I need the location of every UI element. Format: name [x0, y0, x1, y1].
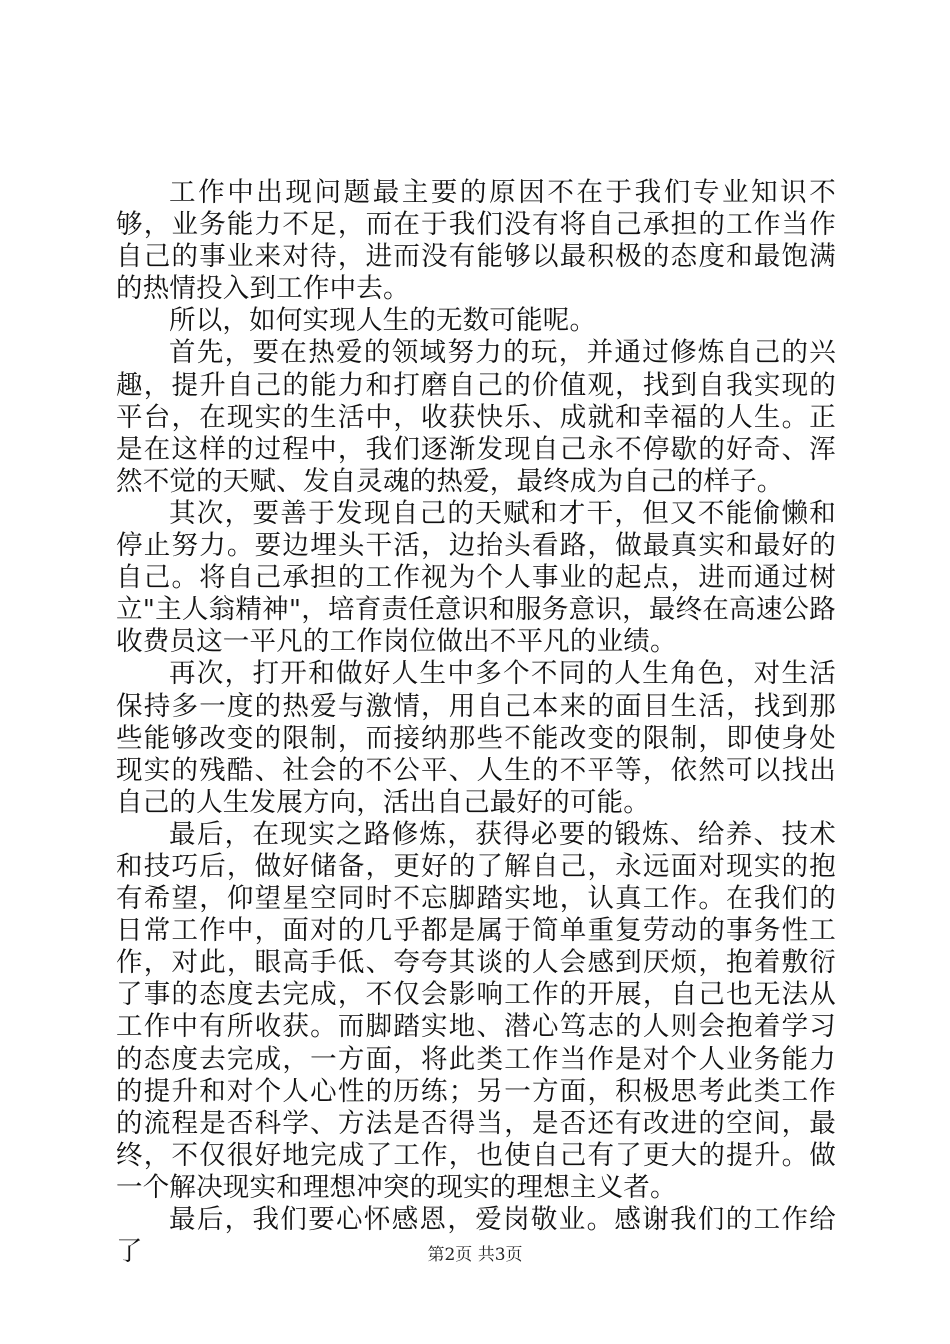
paragraph: 最后，在现实之路修炼，获得必要的锻炼、给养、技术和技巧后，做好储备，更好的了解自己，永远面对现实的抱有希望，仰望星空同时不忘脚踏实地，认真工作。在我们的日常工作中，面对的几乎都是属于简单重复劳动的事务性工作，对此，眼高手低、夸夸其谈的人会感到厌烦，抱着敷衍了事的态度去完成，不仅会影响工作的开展，自己也无法从工作中有所收获。而脚踏实地、潜心笃志的人则会抱着学习的态度去完成，一方面，将此类工作当作是对个人业务能力的提升和对个人心性的历练；另一方面，积极思考此类工作的流程是否科学、方法是否得当，是否还有改进的空间，最终，不仅很好地完成了工作，也使自己有了更大的提升。做一个解决现实和理想冲突的现实的理想主义者。: [116, 818, 836, 1203]
paragraph: 首先，要在热爱的领域努力的玩，并通过修炼自己的兴趣，提升自己的能力和打磨自己的价值观，找到自我实现的平台，在现实的生活中，收获快乐、成就和幸福的人生。正是在这样的过程中，我们逐渐发现自己永不停歇的好奇、浑然不觉的天赋、发自灵魂的热爱，最终成为自己的样子。: [116, 337, 836, 497]
document-body: [116, 177, 836, 1268]
paragraph: 再次，打开和做好人生中多个不同的人生角色，对生活保持多一度的热爱与激情，用自己本来的面目生活，找到那些能够改变的限制，而接纳那些不能改变的限制，即使身处现实的残酷、社会的不公平、人生的不平等，依然可以找出自己的人生发展方向，活出自己最好的可能。: [116, 658, 836, 818]
page-number: 第2页 共3页: [427, 1245, 523, 1265]
paragraph: 最后，我们要心怀感恩，爱岗敬业。感谢我们的工作给了: [116, 1204, 836, 1268]
paragraph: 所以，如何实现人生的无数可能呢。: [169, 305, 597, 337]
paragraph: 工作中出现问题最主要的原因不在于我们专业知识不够，业务能力不足，而在于我们没有将自己承担的工作当作自己的事业来对待，进而没有能够以最积极的态度和最饱满的热情投入到工作中去。: [116, 177, 836, 305]
paragraph: 其次，要善于发现自己的天赋和才干，但又不能偷懒和停止努力。要边埋头干活，边抬头看路，做最真实和最好的自己。将自己承担的工作视为个人事业的起点，进而通过树立"主人翁精神"，培育责任意识和服务意识，最终在高速公路收费员这一平凡的工作岗位做出不平凡的业绩。: [116, 497, 836, 658]
